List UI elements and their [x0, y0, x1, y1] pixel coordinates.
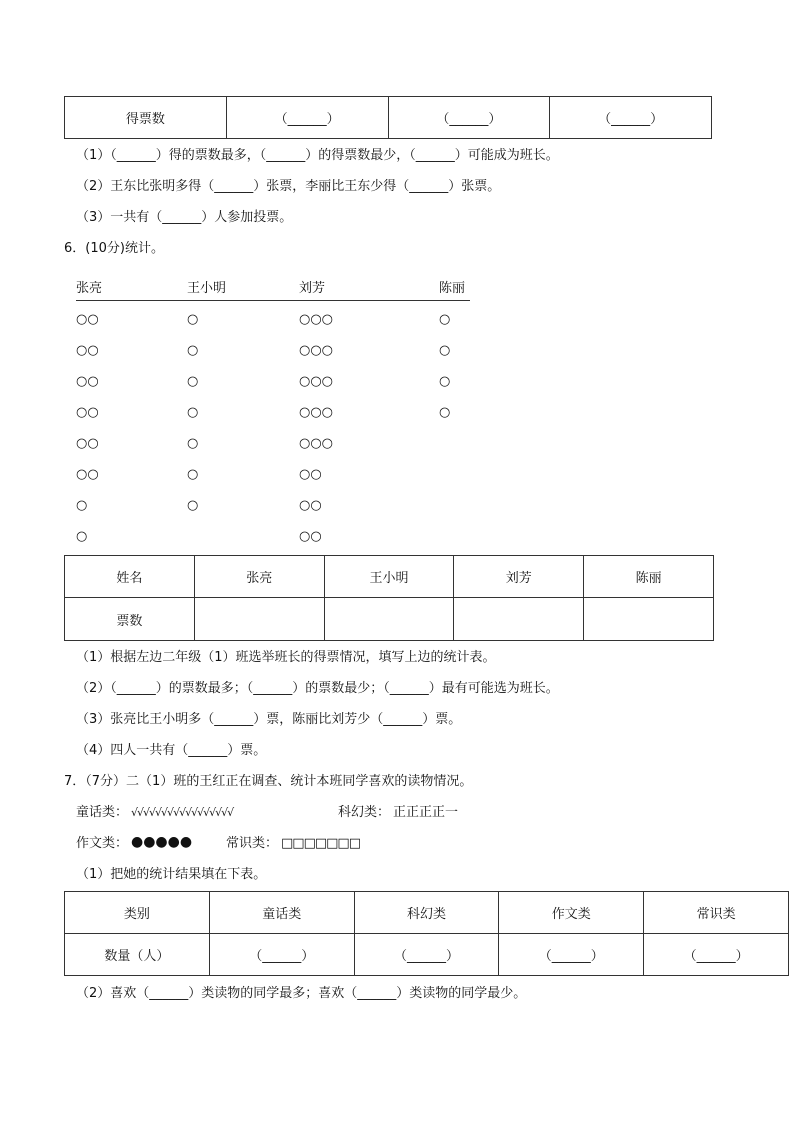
q7-fairy-marks: √√√√√√√√√√√√√√√√√	[131, 806, 234, 819]
q7-fairy-label: 童话类：	[76, 805, 129, 820]
q7-header-cell: 作文类	[499, 892, 644, 934]
tally-circles: ○	[187, 312, 199, 327]
q6-title: 6．(10分)统计。	[64, 241, 164, 256]
q7-essay-label: 作文类：	[76, 836, 129, 851]
tally-name: 张亮	[76, 281, 103, 296]
tally-circles: ○	[439, 405, 451, 420]
tally-circles: ○○	[76, 436, 99, 451]
tally-circles: ○○	[76, 467, 99, 482]
q7-reading-table	[64, 891, 789, 976]
q7-header-cell: 常识类	[644, 892, 789, 934]
tally-circles: ○○○	[299, 312, 334, 327]
tally-circles: ○○○	[299, 343, 334, 358]
q6-answer-cell[interactable]	[324, 598, 454, 641]
tally-circles: ○	[76, 498, 88, 513]
tally-circles: ○	[187, 498, 199, 513]
q7-blank-cell[interactable]: （______）	[644, 934, 789, 976]
tally-circles: ○	[439, 312, 451, 327]
q5-question-1: （1）（______）得的票数最多，（______）的得票数最少，（______）可能成为班长。	[76, 148, 559, 163]
q6-question-4: （4）四人一共有（______）票。	[76, 743, 267, 758]
q6-vote-table	[64, 555, 714, 641]
tally-circles: ○○	[76, 374, 99, 389]
q6-answer-cell[interactable]	[584, 598, 714, 641]
tally-circles: ○	[187, 343, 199, 358]
q6-header-cell: 刘芳	[454, 556, 584, 598]
q5-table-label: 得票数	[65, 97, 227, 139]
tally-circles: ○○	[76, 312, 99, 327]
tally-divider	[76, 300, 470, 301]
q7-blank-cell[interactable]: （______）	[354, 934, 499, 976]
tally-name: 刘芳	[299, 281, 326, 296]
tally-circles: ○○	[76, 405, 99, 420]
q5-question-3: （3）一共有（______）人参加投票。	[76, 210, 293, 225]
q7-scifi-label: 科幻类：	[338, 805, 391, 820]
q5-blank-cell[interactable]: （______）	[550, 97, 712, 139]
q6-header-cell: 王小明	[324, 556, 454, 598]
q6-question-2: （2）（______）的票数最多；（______）的票数最少；（______）最有可能选为班长。	[76, 681, 559, 696]
q6-answer-cell[interactable]	[454, 598, 584, 641]
q7-header-cell: 类别	[65, 892, 210, 934]
tally-circles: ○	[187, 405, 199, 420]
q7-sub2: （2）喜欢（______）类读物的同学最多；喜欢（______）类读物的同学最少。	[76, 986, 527, 1001]
q5-blank-cell[interactable]: （______）	[388, 97, 550, 139]
q7-header-cell: 科幻类	[354, 892, 499, 934]
tally-circles: ○○	[299, 529, 322, 544]
q7-knowledge-label: 常识类：	[226, 836, 279, 851]
q6-question-3: （3）张亮比王小明多（______）票，陈丽比刘芳少（______）票。	[76, 712, 462, 727]
q7-sub1: （1）把她的统计结果填在下表。	[76, 867, 267, 882]
q6-header-cell: 姓名	[65, 556, 195, 598]
q6-header-cell: 陈丽	[584, 556, 714, 598]
q5-vote-table	[64, 96, 712, 139]
tally-circles: ○	[187, 467, 199, 482]
q5-question-2: （2）王东比张明多得（______）张票，李丽比王东少得（______）张票。	[76, 179, 501, 194]
q7-blank-cell[interactable]: （______）	[499, 934, 644, 976]
tally-name: 陈丽	[439, 281, 466, 296]
q7-blank-cell[interactable]: （______）	[209, 934, 354, 976]
q7-knowledge-marks: □□□□□□□	[281, 836, 360, 851]
tally-circles: ○○○	[299, 405, 334, 420]
tally-circles: ○	[439, 343, 451, 358]
q6-question-1: （1）根据左边二年级（1）班选举班长的得票情况，填写上边的统计表。	[76, 650, 496, 665]
tally-circles: ○	[187, 436, 199, 451]
q7-essay-marks: ●●●●●	[131, 834, 193, 850]
tally-circles: ○○	[76, 343, 99, 358]
tally-circles: ○○○	[299, 436, 334, 451]
tally-circles: ○○	[299, 498, 322, 513]
q7-row-label: 数量（人）	[65, 934, 210, 976]
tally-circles: ○	[439, 374, 451, 389]
q6-header-cell: 张亮	[194, 556, 324, 598]
tally-circles: ○	[187, 374, 199, 389]
q7-title: 7．（7分）二（1）班的王红正在调查、统计本班同学喜欢的读物情况。	[64, 774, 473, 789]
q7-scifi-marks: 正正正正一	[393, 805, 459, 820]
q7-header-cell: 童话类	[209, 892, 354, 934]
tally-name: 王小明	[187, 281, 227, 296]
tally-circles: ○○○	[299, 374, 334, 389]
tally-circles: ○	[76, 529, 88, 544]
tally-circles: ○○	[299, 467, 322, 482]
q6-row-label: 票数	[65, 598, 195, 641]
q5-blank-cell[interactable]: （______）	[226, 97, 388, 139]
q6-answer-cell[interactable]	[194, 598, 324, 641]
